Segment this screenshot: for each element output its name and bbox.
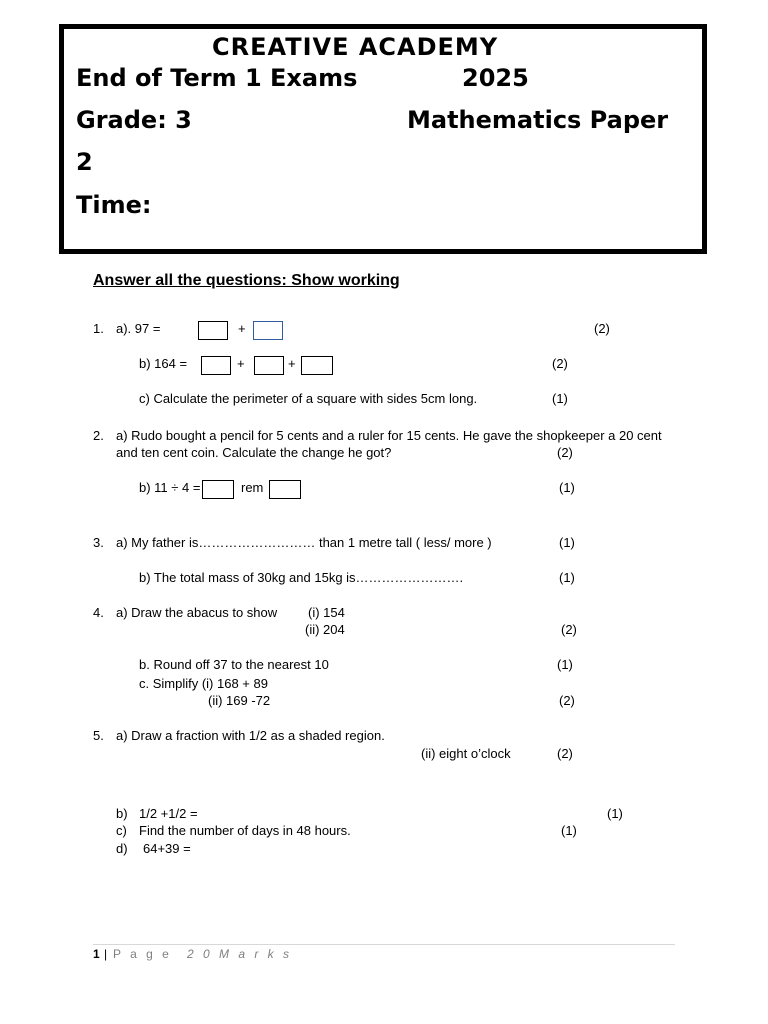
- q5c-marks: (1): [561, 823, 577, 838]
- q5b-label: b): [116, 806, 128, 821]
- instruction-heading: Answer all the questions: Show working: [93, 272, 400, 289]
- q2a-text-line2: and ten cent coin. Calculate the change he got?: [116, 445, 392, 460]
- q4-number: 4.: [93, 605, 104, 620]
- footer-separator: |: [104, 947, 108, 961]
- q4c-part-ii: (ii) 169 -72: [208, 693, 271, 708]
- q1b-text: b) 164 =: [139, 356, 188, 371]
- q1a-answer-box-1[interactable]: [198, 321, 228, 340]
- q3b-text: b) The total mass of 30kg and 15kg is…………………….: [139, 570, 464, 585]
- q5c-text: Find the number of days in 48 hours.: [139, 823, 351, 838]
- q2-number: 2.: [93, 428, 104, 443]
- q3b-marks: (1): [559, 570, 575, 585]
- q2b-marks: (1): [559, 480, 575, 495]
- q1c-text: c) Calculate the perimeter of a square with sides 5cm long.: [139, 391, 478, 406]
- exam-title: End of Term 1 Exams: [76, 64, 358, 92]
- q1a-answer-box-2[interactable]: [253, 321, 283, 340]
- time-label: Time:: [76, 191, 152, 219]
- q2a-marks: (2): [557, 445, 573, 460]
- school-name: CREATIVE ACADEMY: [212, 33, 499, 61]
- q4a-part-ii: (ii) 204: [305, 622, 345, 637]
- q1b-marks: (2): [552, 356, 568, 371]
- q1a-marks: (2): [594, 321, 610, 336]
- q3-number: 3.: [93, 535, 104, 550]
- q5a-part-ii: (ii) eight o’clock: [421, 746, 511, 761]
- q1b-plus-2: +: [288, 356, 296, 371]
- q2a-text-line1: a) Rudo bought a pencil for 5 cents and a ruler for 15 cents. He gave the shopkeeper a 20 cent: [116, 428, 662, 443]
- q2b-rem-label: rem: [241, 480, 264, 495]
- footer-page-number: 1: [93, 947, 100, 961]
- q1b-answer-box-1[interactable]: [201, 356, 231, 375]
- q1b-answer-box-2[interactable]: [254, 356, 284, 375]
- q3a-text: a) My father is……………………… than 1 metre tall ( less/ more ): [116, 535, 492, 550]
- q4b-marks: (1): [557, 657, 573, 672]
- footer-page-word: P a g e: [113, 947, 172, 961]
- footer-marks: 2 0 M a r k s: [187, 947, 293, 961]
- q1b-plus-1: +: [237, 356, 245, 371]
- paper-title: Mathematics Paper: [407, 106, 669, 134]
- q5a-text: a) Draw a fraction with 1/2 as a shaded region.: [116, 728, 385, 743]
- grade-label: Grade: 3: [76, 106, 192, 134]
- q2b-text: b) 11 ÷ 4 =: [139, 480, 201, 495]
- q1a-plus: +: [238, 321, 246, 336]
- footer-divider: [93, 944, 675, 945]
- q4c-text: c. Simplify (i) 168 + 89: [139, 676, 268, 691]
- q5c-label: c): [116, 823, 127, 838]
- q1-number: 1.: [93, 321, 104, 336]
- q2b-remainder-box[interactable]: [269, 480, 301, 499]
- exam-year: 2025: [462, 64, 529, 92]
- q5-number: 5.: [93, 728, 104, 743]
- q1a-text: a). 97 =: [116, 321, 161, 336]
- q5a-marks: (2): [557, 746, 573, 761]
- q5b-marks: (1): [607, 806, 623, 821]
- q4b-text: b. Round off 37 to the nearest 10: [139, 657, 329, 672]
- q4a-text: a) Draw the abacus to show: [116, 605, 278, 620]
- q4a-part-i: (i) 154: [308, 605, 345, 620]
- q5d-label: d): [116, 841, 128, 856]
- q5b-text: 1/2 +1/2 =: [139, 806, 198, 821]
- q2b-quotient-box[interactable]: [202, 480, 234, 499]
- q1c-marks: (1): [552, 391, 568, 406]
- q4c-marks: (2): [559, 693, 575, 708]
- q5d-text: 64+39 =: [143, 841, 191, 856]
- q1b-answer-box-3[interactable]: [301, 356, 333, 375]
- q4a-marks: (2): [561, 622, 577, 637]
- q3a-marks: (1): [559, 535, 575, 550]
- paper-number: 2: [76, 148, 93, 176]
